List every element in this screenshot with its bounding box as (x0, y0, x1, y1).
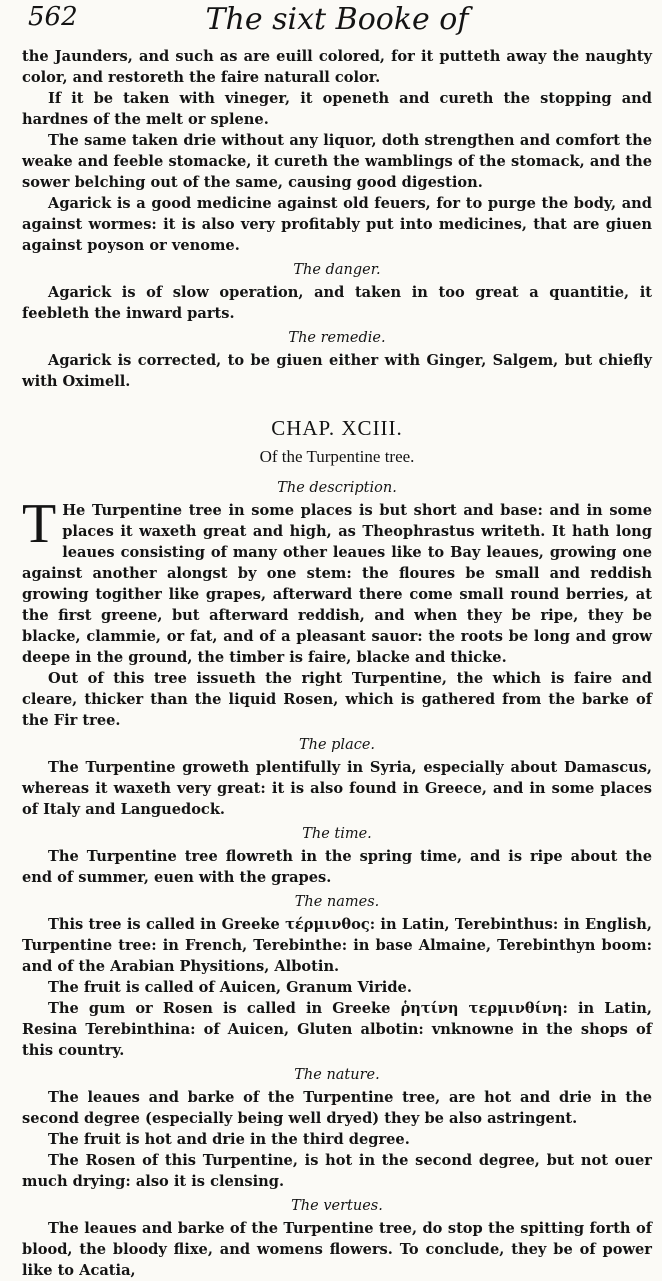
paragraph: The fruit is hot and drie in the third degree. (48, 1131, 410, 1148)
paragraph: Out of this tree issueth the right Turpentine, the which is faire and cleare, thicker than the liquid Rosen, which is gathered from the barke of the Fir tree. (22, 670, 652, 729)
section-heading-time: The time. (302, 826, 372, 842)
chapter-number: CHAP. XCIII. (271, 416, 403, 440)
paragraph: The gum or Rosen is called in Greeke ῥητίνη τερμινθίνη: in Latin, Resina Terebinthina: of Auicen, Gluten albotin: vnknowne in the shops of this country. (22, 1000, 652, 1059)
paragraph: The Rosen of this Turpentine, is hot in the second degree, but not ouer much drying: also it is clensing. (22, 1152, 652, 1190)
drop-cap: T (22, 493, 57, 555)
paragraph: Agarick is a good medicine against old feuers, for to purge the body, and against wormes: it is also very profitably put into medicines, that are giuen against poyson or venome. (22, 195, 652, 254)
running-title: The sixt Booke of (205, 2, 469, 37)
section-heading-vertues: The vertues. (291, 1198, 383, 1214)
paragraph: The fruit is called of Auicen, Granum Viride. (48, 979, 412, 996)
paragraph: The Turpentine groweth plentifully in Syria, especially about Damascus, whereas it waxeth very great: it is also found in Greece, and in some places of Italy and Languedock. (22, 759, 652, 818)
paragraph: The same taken drie without any liquor, doth strengthen and comfort the weake and feeble stomacke, it cureth the wamblings of the stomack, and the sower belching out of the same, causing good digestion. (22, 132, 652, 191)
paragraph: The Turpentine tree flowreth in the spring time, and is ripe about the end of summer, euen with the grapes. (22, 848, 652, 886)
paragraph: The leaues and barke of the Turpentine tree, do stop the spitting forth of blood, the bloody flixe, and womens flowers. To conclude, they be of power like to Acatia, (22, 1220, 652, 1279)
section-heading-remedie: The remedie. (288, 330, 386, 346)
paragraph: If it be taken with vineger, it openeth and cureth the stopping and hardnes of the melt or splene. (22, 90, 652, 128)
paragraph: This tree is called in Greeke τέρμινθος: in Latin, Terebinthus: in English, Turpentine tree: in French, Terebinthe: in base Almaine, Terebinthyn boom: and of the Arabian Physitions, Albotin. (22, 916, 652, 975)
paragraph-description (22, 493, 652, 668)
chapter-title: Of the Turpentine tree. (259, 447, 415, 466)
section-heading-danger: The danger. (293, 262, 381, 278)
running-head (22, 0, 652, 46)
description-text: He Turpentine tree in some places is but short and base: and in some places it waxeth great and high, as Theophrastus writeth. It hath long leaues consisting of many other leaues like to Bay leaues, growing one against another alongst by one stem: the floures be small and reddish growing togither like grapes, afterward there come small round berries, at the first greene, but afterward reddish, and when they be ripe, they be blacke, clammie, or fat, and of a pleasant sauor: the roots be long and grow deepe in the ground, the timber is faire, blacke and thicke. (22, 502, 652, 666)
page-number: 562 (28, 2, 78, 32)
paragraph: the Jaunders, and such as are euill colored, for it putteth away the naughty color, and restoreth the faire naturall color. (22, 48, 652, 86)
section-heading-place: The place. (298, 737, 376, 753)
section-heading-description: The description. (277, 480, 397, 496)
paragraph: Agarick is corrected, to be giuen either with Ginger, Salgem, but chiefly with Oximell. (22, 352, 652, 390)
paragraph: Agarick is of slow operation, and taken in too great a quantitie, it feebleth the inward parts. (22, 284, 652, 322)
paragraph: The leaues and barke of the Turpentine tree, are hot and drie in the second degree (especially being well dryed) they be also astringent. (22, 1089, 652, 1127)
section-heading-nature: The nature. (294, 1067, 380, 1083)
section-heading-names: The names. (294, 894, 380, 910)
